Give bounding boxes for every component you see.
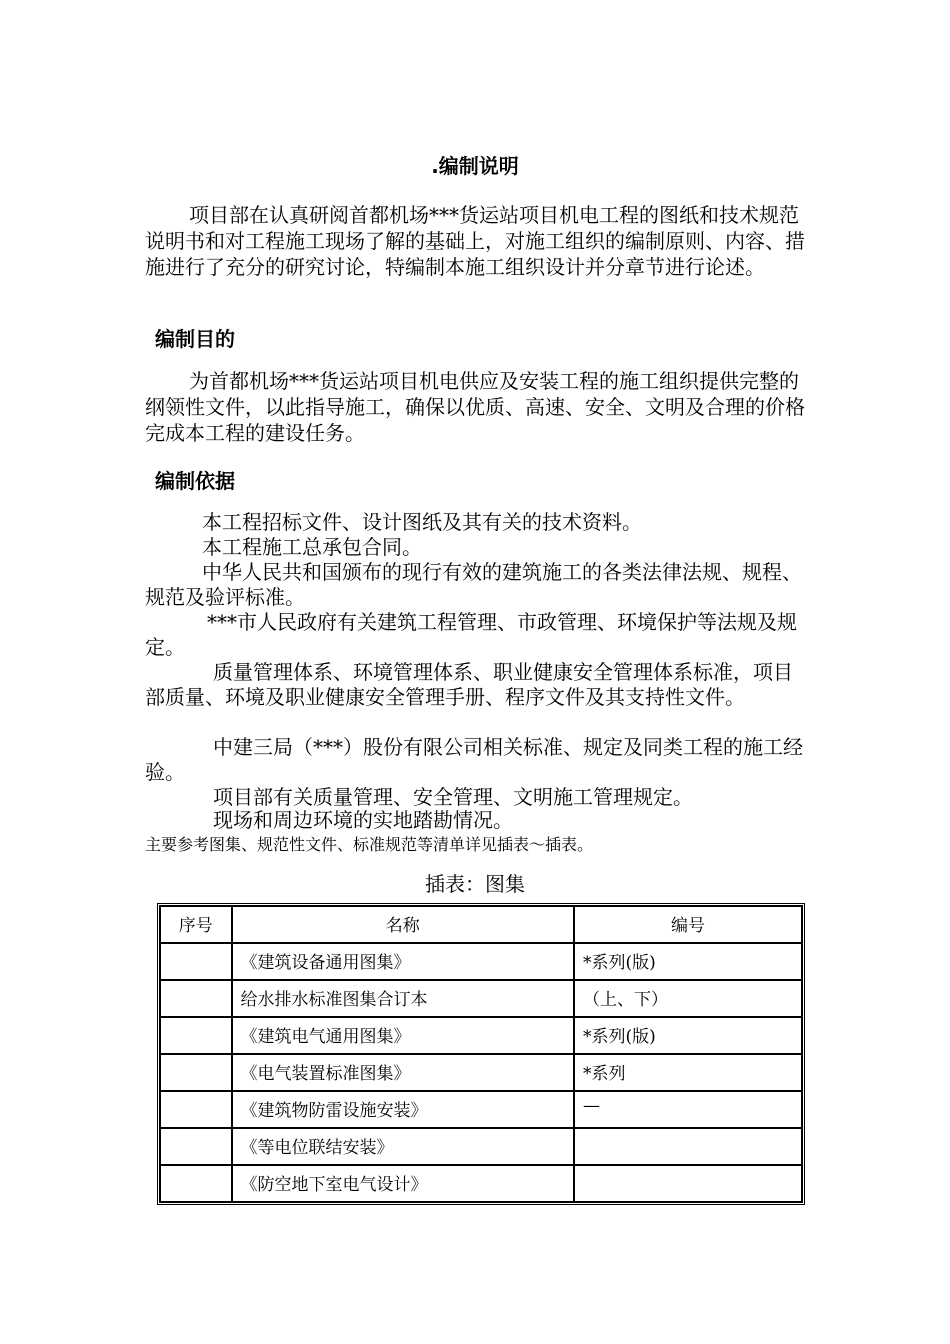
header-name: 名称 <box>232 906 574 943</box>
cell-name: 《电气装置标准图集》 <box>232 1054 574 1091</box>
basis-item: 本工程施工总承包合同。 <box>202 535 422 559</box>
atlas-table <box>157 903 805 1205</box>
cell-index <box>160 1091 232 1128</box>
table-caption: 插表：图集 <box>425 872 525 896</box>
cell-code <box>574 1128 802 1165</box>
reference-note: 主要参考图集、规范性文件、标准规范等清单详见插表～插表。 <box>145 835 594 854</box>
intro-paragraph: 项目部在认真研阅首都机场***货运站项目机电工程的图纸和技术规范说明书和对工程施工现场了解的基础上，对施工组织的编制原则、内容、措施进行了充分的研究讨论，特编制本施工组织设计并分章节进行论述。 <box>145 203 805 279</box>
table-row <box>160 1128 802 1165</box>
cell-index <box>160 1017 232 1054</box>
cell-code: *系列 <box>574 1054 802 1091</box>
basis-item: 现场和周边环境的实地踏勘情况。 <box>213 808 513 832</box>
basis-item: 本工程招标文件、设计图纸及其有关的技术资料。 <box>202 510 642 534</box>
cell-name: 《建筑电气通用图集》 <box>232 1017 574 1054</box>
basis-item: 项目部有关质量管理、安全管理、文明施工管理规定。 <box>213 785 693 809</box>
cell-name: 给水排水标准图集合订本 <box>232 980 574 1017</box>
cell-code: （上、下） <box>574 980 802 1017</box>
basis-heading: 编制依据 <box>155 469 235 493</box>
purpose-heading: 编制目的 <box>155 327 235 351</box>
cell-code: — <box>574 1091 802 1128</box>
table-header-row <box>160 906 802 943</box>
basis-item: ***市人民政府有关建筑工程管理、市政管理、环境保护等法规及规定。 <box>145 610 797 659</box>
page-title: .编制说明 <box>431 154 519 178</box>
cell-name: 《建筑物防雷设施安装》 <box>232 1091 574 1128</box>
table-row <box>160 1165 802 1202</box>
cell-index <box>160 1165 232 1202</box>
cell-code: *系列(版) <box>574 943 802 980</box>
purpose-paragraph: 为首都机场***货运站项目机电供应及安装工程的施工组织提供完整的纲领性文件，以此指导施工，确保以优质、高速、安全、文明及合理的价格完成本工程的建设任务。 <box>145 369 805 445</box>
basis-item: 质量管理体系、环境管理体系、职业健康安全管理体系标准，项目部质量、环境及职业健康安全管理手册、程序文件及其支持性文件。 <box>145 660 793 709</box>
basis-item: 中华人民共和国颁布的现行有效的建筑施工的各类法律法规、规程、规范及验评标准。 <box>145 560 802 609</box>
table-row <box>160 980 802 1017</box>
table-row <box>160 1054 802 1091</box>
cell-code: *系列(版) <box>574 1017 802 1054</box>
header-index: 序号 <box>160 906 232 943</box>
cell-name: 《等电位联结安装》 <box>232 1128 574 1165</box>
cell-name: 《防空地下室电气设计》 <box>232 1165 574 1202</box>
table-row <box>160 1017 802 1054</box>
cell-name: 《建筑设备通用图集》 <box>232 943 574 980</box>
basis-item: 中建三局（***）股份有限公司相关标准、规定及同类工程的施工经验。 <box>145 735 803 784</box>
cell-code <box>574 1165 802 1202</box>
cell-index <box>160 980 232 1017</box>
cell-index <box>160 1128 232 1165</box>
table-row <box>160 943 802 980</box>
header-code: 编号 <box>574 906 802 943</box>
cell-index <box>160 1054 232 1091</box>
cell-index <box>160 943 232 980</box>
table-row <box>160 1091 802 1128</box>
